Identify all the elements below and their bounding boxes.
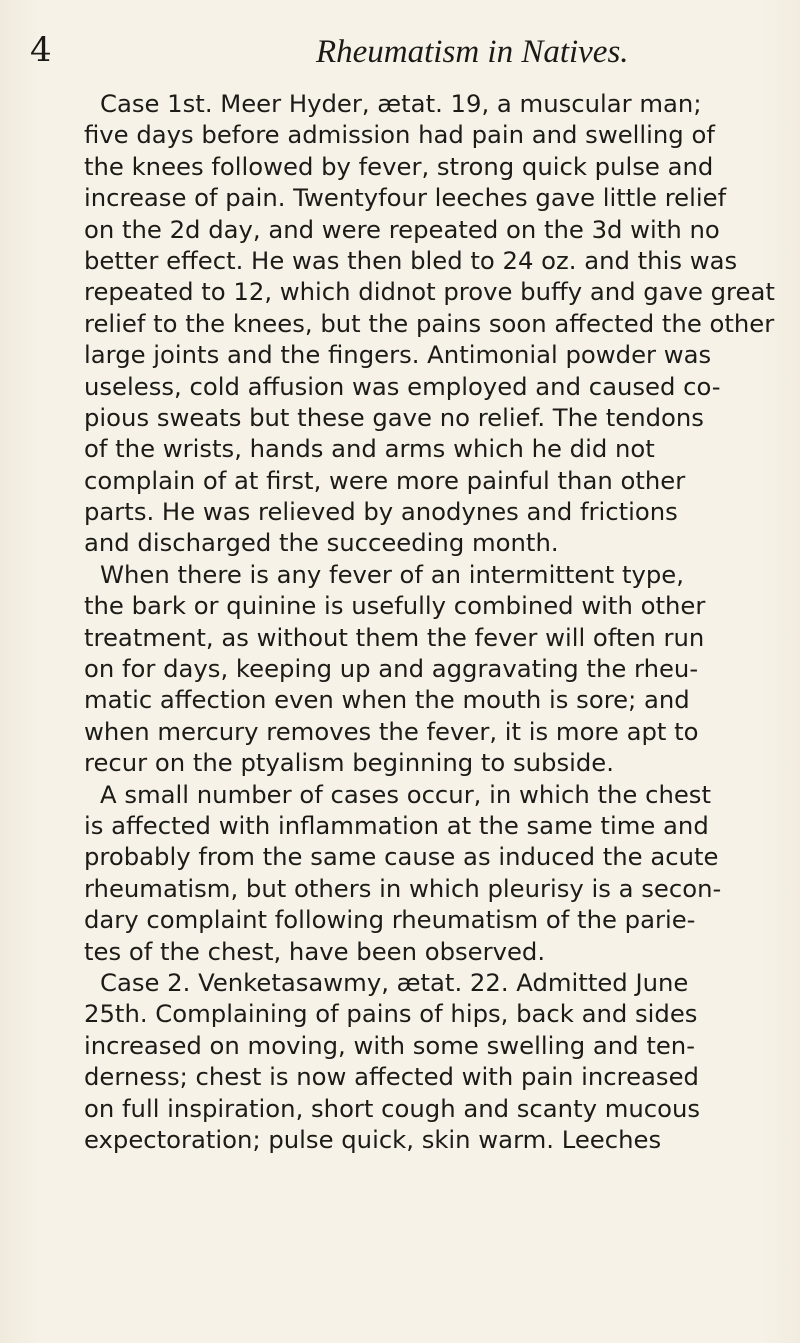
text-line: on for days, keeping up and aggravating the rheu- [84, 654, 699, 684]
text-line: is affected with inflammation at the same time and [84, 810, 709, 840]
text-line: large joints and the fingers. Antimonial powder was [84, 340, 712, 370]
text-line: Case 2. Venketasawmy, ætat. 22. Admitted June [100, 967, 689, 997]
text-line: relief to the knees, but the pains soon affected the other [84, 308, 775, 338]
text-line: treatment, as without them the fever will often run [84, 622, 705, 652]
text-line: better effect. He was then bled to 24 oz. and this was [84, 245, 738, 275]
text-line: When there is any fever of an intermittent type, [100, 559, 684, 589]
text-line: the bark or quinine is usefully combined with other [84, 591, 706, 621]
text-line: repeated to 12, which didnot prove buffy and gave great [84, 277, 775, 307]
text-line: A small number of cases occur, in which the chest [100, 779, 711, 809]
text-line: 25th. Complaining of pains of hips, back and sides [84, 999, 698, 1029]
text-line: when mercury removes the fever, it is more apt to [84, 716, 699, 746]
text-line: pious sweats but these gave no relief. The tendons [84, 402, 704, 432]
text-line: dary complaint following rheumatism of the parie- [84, 905, 696, 935]
text-line: and discharged the succeeding month. [84, 528, 559, 558]
text-line: probably from the same cause as induced the acute [84, 842, 719, 872]
text-line: expectoration; pulse quick, skin warm. Leeches [84, 1124, 662, 1154]
text-line: the knees followed by fever, strong quick pulse and [84, 151, 714, 181]
text-line: tes of the chest, have been observed. [84, 936, 546, 966]
text-line: increased on moving, with some swelling and ten- [84, 1030, 695, 1060]
text-line: on the 2d day, and were repeated on the 3d with no [84, 214, 720, 244]
text-line: on full inspiration, short cough and scanty mucous [84, 1093, 701, 1123]
text-line: useless, cold affusion was employed and caused co- [84, 371, 721, 401]
text-line: Case 1st. Meer Hyder, ætat. 19, a muscular man; [100, 89, 702, 118]
page-header [0, 30, 800, 90]
text-line: increase of pain. Twentyfour leeches gave little relief [84, 183, 727, 213]
text-line: of the wrists, hands and arms which he did not [84, 434, 655, 464]
text-line: complain of at first, were more painful than other [84, 465, 686, 495]
text-line: derness; chest is now affected with pain increased [84, 1062, 699, 1092]
text-line: matic affection even when the mouth is sore; and [84, 685, 690, 715]
body-text [84, 88, 784, 1155]
running-title: Rheumatism in Natives. [316, 34, 629, 70]
page-number: 4 [30, 30, 52, 70]
text-line: parts. He was relieved by anodynes and frictions [84, 497, 678, 527]
text-line: rheumatism, but others in which pleurisy is a secon- [84, 873, 722, 903]
text-line: recur on the ptyalism beginning to subside. [84, 748, 614, 778]
text-line: five days before admission had pain and swelling of [84, 120, 715, 150]
